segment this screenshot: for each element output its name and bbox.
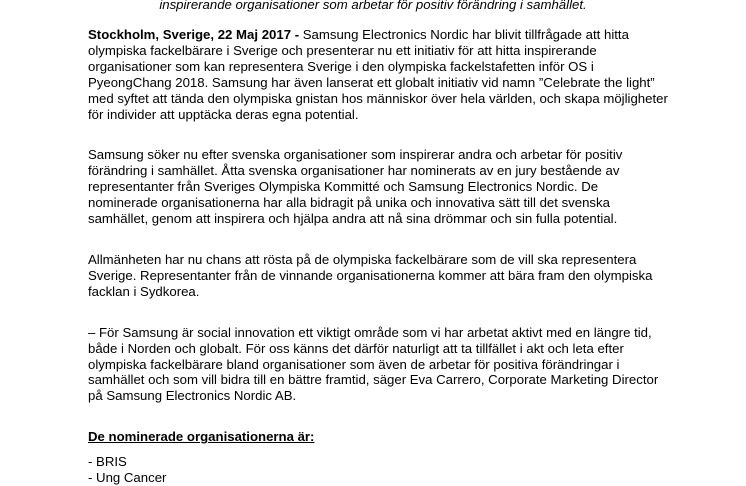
subtitle: inspirerande organisationer som arbetar för positiv förändring i samhället.	[159, 0, 587, 12]
intro-text: Samsung Electronics Nordic har blivit tillfrågade att hitta olympiska fackelbärare i Sverige och presenterar nu ett initiativ för att hitta inspirerande organisationer som kan representera Sverige i den olympiska fackelstafetten inför OS i PyeongChang 2018. Samsung har även lanserat ett globalt initiativ vid namn ”Celebrate the light” med syftet att tända den olympiska gnistan hos människor över hela världen, och skapa möjligheter för individer att upptäcka deras egna potential.	[88, 27, 668, 122]
document-body	[88, 27, 668, 486]
paragraph-2: Allmänheten har nu chans att rösta på de olympiska fackelbärare som de vill ska representera Sverige. Representanter från de vinnande organisationerna kommer att bära fram den olympiska facklan i Sydkorea.	[88, 251, 653, 299]
paragraph-1: Samsung söker nu efter svenska organisationer som inspirerar andra och arbetar för positiv förändring i samhället. Åtta svenska organisationer har nominerats av en jury bestående av representanter från Sveriges Olympiska Kommitté och Samsung Electronics Nordic. De nominerade organisationerna har alla bidragit på unika och innovativa sätt till det svenska samhället, genom att inspirera och hjälpa andra att nå sina drömmar och sin fulla potential.	[88, 147, 623, 227]
nominees-heading: De nominerade organisationerna är:	[88, 429, 315, 445]
nominees-list	[88, 454, 668, 486]
dateline: Stockholm, Sverige, 22 Maj 2017 -	[88, 27, 300, 42]
intro-paragraph	[88, 27, 668, 122]
paragraph-3: – För Samsung är social innovation ett viktigt område som vi har arbetat aktivt med en längre tid, både i Norden och globalt. För oss känns det därför naturligt att ta tillfället i akt och leta efter olympiska fackelbärare bland organisationer som även de arbetar för positiva förändringar i samhället och som vill bidra till en bättre framtid, säger Eva Carrero, Corporate Marketing Director på Samsung Electronics Nordic AB.	[88, 324, 659, 404]
list-item: - Ung Cancer	[88, 470, 167, 486]
list-item: - BRIS	[88, 454, 127, 470]
